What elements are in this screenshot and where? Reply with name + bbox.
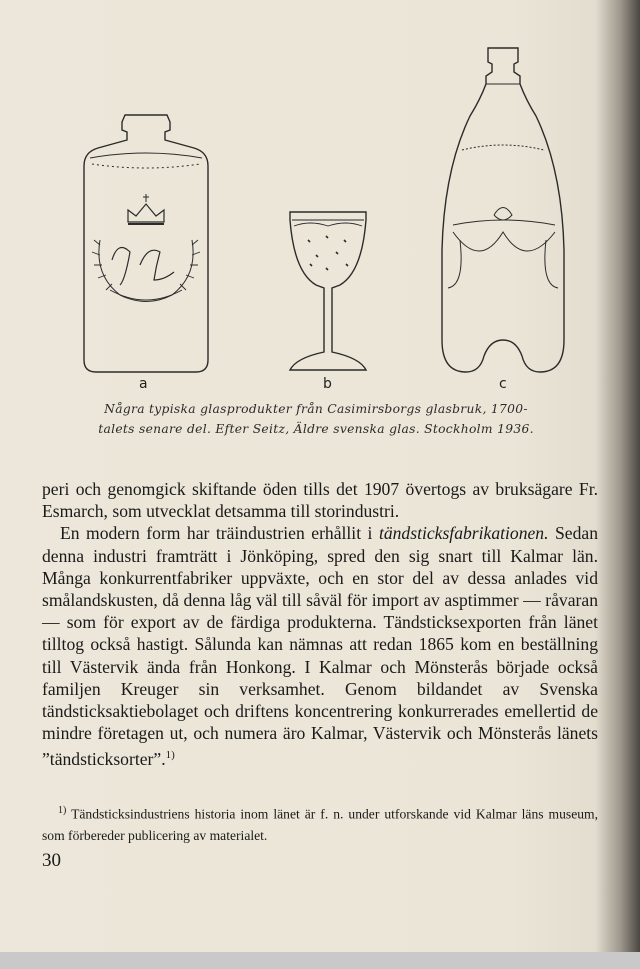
paragraph: peri och genomgick skiftande öden tills det 1907 övertogs av bruksägare Fr. Esmarch, som utvecklat detsamma till storindustri. [42,479,598,522]
body-text [42,478,598,771]
figure-label-b: b [323,376,332,392]
page-number: 30 [42,850,61,871]
paragraph-text: En modern form har träindustrien erhållit i [60,523,379,544]
caption-line: talets senare del. Efter Seitz, Äldre svenska glas. Stockholm 1936. [98,422,534,436]
caption-line: Några typiska glasprodukter från Casimirsborgs glasbruk, 1700- [104,402,528,416]
goblet-b-drawing [290,212,366,370]
footnote-marker: 1) [58,805,67,816]
paragraph [42,522,598,770]
figure-label-a: a [139,376,148,392]
footnote-text: Tändsticksindustriens historia inom länet är f. n. under utforskande vid Kalmar läns museum, som förbereder publicering av materialet. [42,806,598,843]
figure-caption [60,399,572,439]
paragraph-text: Sedan denna industri framträtt i Jönköping, spred den sig snart till Kalmar län. Många konkurrentfabriker uppväxte, och en stor del av dessa anlades vid smålandskusten, då denna låg väl till såväl för import av asptimmer — råvaran — som för export av de färdiga produkterna. Tändsticksexporten från länet tilltog också hastigt. Sålunda kan nämnas att redan 1865 kom en beställning till Västervik ända från Honkong. I Kalmar och Mönsterås började också familjen Kreuger sin verksamhet. Genom bildandet av Svenska tändsticksaktiebolaget och driftens koncentrering konkurrerades emellertid de mindre företagen ut, och numera äro Kalmar, Västervik och Mönsterås länets ”tändsticksorter”. [42,523,598,770]
emphasized-term: tändsticksfabrikationen. [378,523,549,544]
figure-label-c: c [499,376,507,392]
bottle-c-drawing [442,48,564,372]
scan-bottom-edge [0,952,640,969]
glassware-illustration [70,40,590,400]
footnote [42,800,598,846]
footnote-reference: 1) [165,749,175,762]
bottle-a-drawing [84,115,208,372]
